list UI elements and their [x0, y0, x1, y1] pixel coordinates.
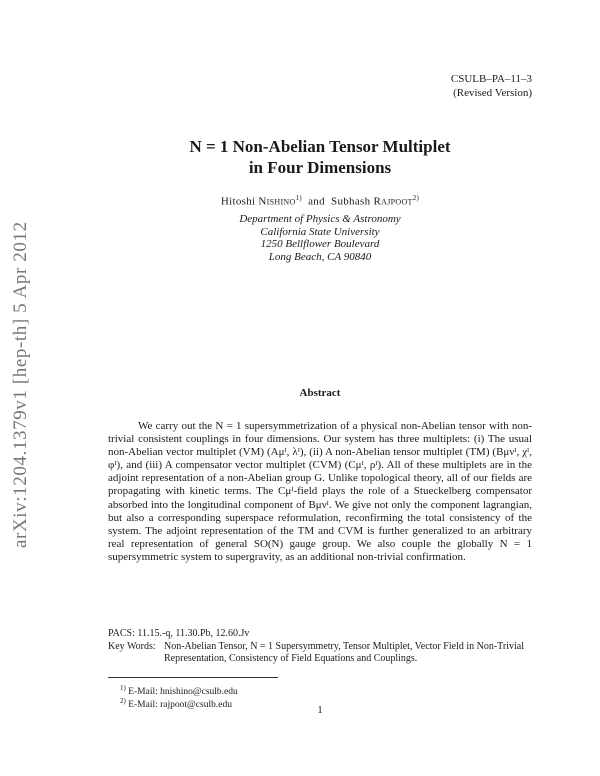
report-number: CSULB–PA–11–3 [450, 73, 532, 85]
abstract-text: We carry out the N = 1 supersymmetrization of a physical non-Abelian tensor with non-trivial consistent couplings in four dimensions. Our system has three multiplets: (i) The usual non-Abelian vector multiplet (VM) (Aμᴵ, λᴵ), (ii) A non-Abelian tensor multiplet (TM) (Bμνᴵ, χᴵ, φᴵ), and (iii) A compensator vector multiplet (CVM) (Cμᴵ, ρᴵ). All of these multiplets are in the adjoint representation of a non-Abelian group G. Unlike topological theory, all of our fields are propagating with kinetic terms. The Cμᴵ-field plays the role of a Stueckelberg compensator absorbed into the longitudinal component of Bμνᴵ. We give not only the component lagrangian, but also a corresponding superspace reformulation, reconfirming the total consistency of the system. The adjoint representation of the TM and CVM is further generalized to an arbitrary real representation of general SO(N) gauge group. We also couple the globally N = 1 supersymmetric system to supergravity, as an additional non-trivial confirmation. [108, 420, 532, 563]
abstract-heading: Abstract [299, 387, 341, 399]
author-conjunction: and [308, 195, 325, 208]
report-number-block [451, 72, 532, 100]
footnote-1 [120, 684, 238, 697]
footnote-mark: 2) [120, 697, 126, 705]
title-line-1: N = 1 Non-Abelian Tensor Multiplet [189, 137, 451, 156]
footnote-email: E-Mail: rajpoot@csulb.edu [128, 700, 232, 711]
keywords [108, 641, 534, 664]
author-2-last: Rajpoot [373, 195, 413, 208]
author-1-last: Nishino [258, 195, 296, 208]
page-number: 1 [317, 704, 323, 716]
footnote-mark: 1) [120, 684, 126, 692]
affiliation-line: California State University [260, 225, 380, 238]
keywords-label: Key Words: [108, 641, 156, 652]
paper-title [0, 136, 600, 178]
affiliation [0, 213, 600, 263]
report-version: (Revised Version) [453, 87, 532, 99]
author-1-mark: 1) [295, 194, 303, 202]
author-2-mark: 2) [412, 194, 420, 202]
affiliation-line: Department of Physics & Astronomy [239, 213, 401, 225]
author-1-first: Hitoshi [220, 195, 256, 208]
author-list [0, 194, 600, 208]
footnote-divider [108, 677, 278, 678]
affiliation-line: 1250 Bellflower Boulevard [260, 238, 380, 250]
keywords-text: Non-Abelian Tensor, N = 1 Supersymmetry, Tensor Multiplet, Vector Field in Non-Trivial Representation, Consistency of Field Equations and Couplings. [164, 641, 525, 664]
author-2-first: Subhash [331, 195, 371, 208]
title-line-2: in Four Dimensions [248, 158, 392, 177]
affiliation-line: Long Beach, CA 90840 [268, 250, 372, 263]
arxiv-identifier: arXiv:1204.1379v1 [hep-th] 5 Apr 2012 [10, 221, 31, 548]
footnote-email: E-Mail: hnishino@csulb.edu [128, 687, 238, 698]
pacs-codes: PACS: 11.15.-q, 11.30.Pb, 12.60.Jv [108, 628, 250, 639]
